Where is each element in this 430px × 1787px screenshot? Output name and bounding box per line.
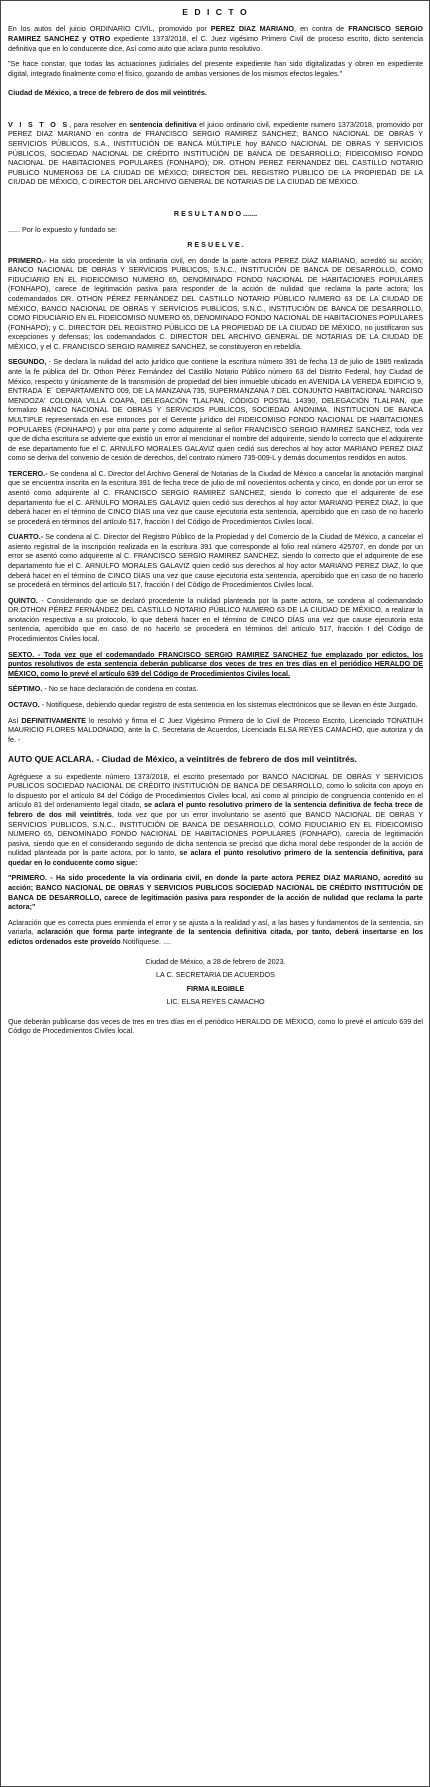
resolutivo-septimo [8,684,423,694]
septimo-label: SÉPTIMO. [8,684,43,694]
definitivo-text-2: lo resolvió y firma el C Juez Vigésimo Primero de lo Civil de Proceso Escrito, Licenciado TONATIUH MAURICIO FLORES MALDONADO, ante la C. Secretaria de Acuerdos, Licenciada ELSA REYES CAMACHO, que autoriza y da fe. - [8,715,424,744]
vistos-paragraph [8,120,423,187]
aclaracion-text-2: Notifíquese. .... [120,936,171,946]
resuelve-heading: R E S U E L V E . [187,240,244,250]
resolutivo-primero [8,256,423,352]
auto-bold-1: se aclara el punto resolutivo primero de la sentencia definitiva de fecha trece de febrero de dos mil veintitrés [8,800,423,819]
auto-text-2: , toda vez que por un error involuntario se asentó que BANCO NACIONAL DE OBRAS Y SERVICIOS PUBLICOS, S.N.C., INSTITUCIÓN DE BANCA DE DESARROLLO, COMO FIDUCIARIO EN EL FIDEICOMISO NUMERO 65, DENOMINADO FONDO NACIONAL DE HABITACIONES POPULARES (FONHAPO), carecía de legitimación pasiva, siendo que en el considerando segundo de dicha sentencia se precisó que dicha moral debe responder de la acción de nulidad planteada por la parte actora, por lo tanto, [8,810,423,858]
auto-body [8,772,423,868]
quinto-label: QUINTO. [8,595,38,605]
aclaracion-bold: aclaración que forma parte integrante de la sentencia definitiva citada, por tanto, deberá insertarse en los edictos ordenados este proveído [8,927,423,946]
intro-paragraph [8,24,423,53]
auto-text-1: Agréguese a su expediente número 1373/2018, el escrito presentado por BANCO NACIONAL DE OBRAS Y SERVICIOS PUBLICOS SOCIEDAD NACIONAL DE CRÉDITO INSTITUCIÓN DE BANCA DE DESARROLLO, como lo solicita con apoyo en lo dispuesto por el artículo 84 del Código de Procedimientos Civiles local, así como al principio de congruencia contenido en el artículo 81 del ordenamiento legal citado, [8,771,423,810]
document-title: E D I C T O [182,7,249,17]
tercero-text: Se condena al C. Director del Archivo General de Notarias de la Ciudad de México a cancelar la anotación marginal que se encuentra inscrita en la escritura 391 de fecha trece de julio de mil novecientos ochenta y cinco, en donde por un error se asentó como adquirente al C. FRANCISCO SERGIO RAMIREZ SANCHEZ, siendo lo correcto que el adquirente de ese departamento fue el C. ARNULFO MORALES GALAVIZ quien cedió sus derechos al hoy actor MARIANO PEREZ DIAZ, lo que deberá hacer en el término de CINCO DIAS una vez que cause ejecutoria esta sentencia, apercibido que en caso de no hacerlo se procederá en términos del artículo 517, fracción I del Código de Procedimientos Civiles local. [8,468,423,526]
definitivo-text-1: Así [8,715,19,725]
resolutivo-sexto [8,650,423,679]
octavo-label: OCTAVO. [8,699,40,709]
quinto-text: - Considerando que se declaró procedente la nulidad planteada por la parte actora, se condena al codemandado DR.OTHON PÉREZ FERNÁNDEZ DEL CASTILLO NOTARIO PÚBLICO NUMERO 63 DE LA CIUDAD DE MÉXICO, a realizar la anotación respectiva a su protocolo, lo que deberá hacer en el término de CINCO DÍAS una vez que cause ejecutoria esta sentencia, apercibido que en caso de no hacerlo se procederá en términos del artículo 517, fracción I del Código de Procedimientos Civiles local. [8,595,423,644]
resolutivo-octavo [8,700,423,710]
secretaria-label: LA C. SECRETARIA DE ACUERDOS [156,970,275,980]
octavo-text: - Notifíquese, debiendo quedar registro de esta sentencia en los sistemas electrónicos que se llevan en éste Juzgado. [39,699,418,709]
segundo-label: SEGUNDO, [8,357,47,367]
intro-defendant: FRANCISCO SERGIO RAMIREZ SANCHEZ y OTRO [8,24,423,43]
signature-block [8,957,423,1007]
resultando-heading: R E S U L T A N D O ....... [173,208,258,218]
definitivo-paragraph [8,716,423,745]
fundado-line: ...... Por lo expuesto y fundado se: [8,224,118,234]
cuarto-text: Se condena al C. Director del Registro Público de la Propiedad y del Comercio de la Ciudad de México, a cancelar el asiento registral de la inscripción realizada en la escritura 391 que corresponde al folio real número 425707, en donde por un error se asentó como adquirente al C. FRANCISCO SERGIO RAMIREZ SANCHEZ, siendo lo correcto que el adquirente de ese departamento fue el C. ARNULFO MORALES GALAVIZ quien cedió sus derechos al hoy actor MARIANO PEREZ DIAZ, lo que deberá hacer en el término de CINCO DIAS una vez que cause ejecutoria esta sentencia, apercibido que en caso de no hacerlo se procederá en términos del artículo 517, fracción I del Código de Procedimientos Civiles local. [8,532,423,590]
resolutivo-tercero [8,469,423,526]
vistos-bold: sentencia definitiva [129,119,197,129]
primero-text: Ha sido procedente la vía ordinaria civil, en donde la parte actora PEREZ DIAZ MARIANO, acreditó su acción; BANCO NACIONAL DE OBRAS Y SERVICIOS PUBLICOS, S.N.C., INSTITUCIÓN DE BANCA DE DESARROLLO, COMO FIDUCIARIO EN EL FIDEICOMISO NUMERO 65, DENOMINADO FONDO NACIONAL DE HABITACIONES POPULARES (FONHAPO), carece de legitimación pasiva para responder de la acción de nulidad que reclama la parte actora; los codemandados DR. OTHON PÉREZ FERNÁNDEZ DEL CASTILLO NOTARIO PÚBLICO NUMERO 63 DE LA CIUDAD DE MÉXICO, BANCO NACIONAL DE OBRAS Y SERVICIOS PUBLICOS, S.N.C., INSTITUCIÓN DE BANCA DE DESARROLLO, COMO FIDUCIARIO EN EL FIDEICOMISO NUMERO 65, DENOMINADO FONDO NACIONAL DE HABITACIONES POPULARES (FONHAPO); y C. DIRECTOR DEL REGISTRO PÚBLICO DE LA PROPIEDAD DE LA CIUDAD DE MÉXICO, no justificaron sus excepciones y defensas; los codemandados C. DIRECTOR DEL ARCHIVO GENERAL DE NOTARIAS DE LA CIUDAD DE MÉXICO, y el C. FRANCISCO SERGIO RAMIREZ SANCHEZ, se constituyeron en rebeldía. [8,255,423,351]
intro-actor: PEREZ DIAZ MARIANO [210,24,294,34]
footer-note: Que deberán publicarse dos veces de tres en tres días en el periódico HERALDO DE MÉXICO, como lo prevé el artículo 639 del Código de Procedimientos Civiles local. [8,1016,423,1036]
secretaria-name: LIC. ELSA REYES CAMACHO [166,997,265,1007]
resolutivo-cuarto [8,532,423,589]
firma-label: FIRMA ILEGIBLE [186,983,245,993]
auto-bold-2: se aclara el punto resolutivo primero de la sentencia definitiva, para quedar en lo conducente como sigue: [8,848,423,867]
place-date: Ciudad de México, a trece de febrero de dos mil veintitrés. [8,88,207,98]
vistos-text-2: el juicio ordinario civil, expediente numero 1373/2018, promovido por PEREZ DIAZ MARIANO en contra de FRANCISCO SERGIO RAMIREZ SANCHEZ; BANCO NACIONAL DE OBRAS Y SERVICIOS PÚBLICOS, S.A., INSTITUCIÓN DE BANCA MÚLTIPLE hoy BANCO NACIONAL DE OBRAS Y SERVICIOS PÚBLICOS, SOCIEDAD NACIONAL DE CRÉDITO INSTITUCIÓN DE BANCA DE DESARROLLO; FIDEICOMISO FONDO NACIONAL DE HABITACIONES POPULARES (FONHAPO); DR. OTHON PEREZ FERNANDEZ DEL CASTILLO NOTARIO PUBLICO NUMERO63 DE LA CIUDAD DE MÉXICO; DIRECTOR DEL REGISTRO PUBLICO DE LA PROPIEDAD DE LA CIUDAD DE MÉXICO, C DIRECTOR DEL ARCHIVO GENERAL DE NOTARIAS DE LA CIUDAD DE MÉXICO. [8,119,423,187]
intro-text-2: , en contra de [294,24,345,34]
segundo-text: - Se declara la nulidad del acto jurídico que contiene la escritura número 391 de fecha 13 de julio de 1985 realizada ante la fe pública del Dr. Othon Pérez Fernández del Castillo Notario Público número 63 del Distrito Federal, hoy Ciudad de México, respecto y únicamente de la transmisión de propiedad del bien inmueble ubicado en AVENIDA LA VEREDA EDIFICIO 9, ENTRADA ´E´ DEPARTAMENTO 009, DE LA MANZANA 735, SUPERMANZANA 7 DEL CONJUNTO HABITACIONAL 'NARCISO MENDOZA' COLONIA VILLA COAPA, DELEGACIÓN TLALPAN, CÓDIGO POSTAL 14390, DELEGACIÓN TLALPAN, que formalizo BANCO NACIONAL DE OBRAS Y SERVICIOS PUBLICOS, SOCIEDAD ANONIMA, INSTITUCION DE BANCA MULTIPLE representada en ese entonces por el Gerente jurídico del FIDEICOMISO FONDO NACIONAL DE HABITACIONES POPULARES (FONHAPO) y por otra parte y como adquirente al señor FRANCISCO SERGIO RAMIREZ SANCHEZ, toda vez que de dicha escritura se advierte que existió un error al mencionar el nombre del adquirente, siendo lo correcto que el adquirente de ese departamento fue el C. ARNULFO MORALES GALAVIZ quien cedió sus derechos al hoy actor MARIANO PEREZ DIAZ como se deriva del convenio de cesión de derechos, del contrato número 735-009-L y demás documentos rendidos en autos. [8,357,423,463]
sexto-label: SEXTO. [8,649,35,659]
vistos-text-1: , para resolver en [69,119,127,129]
definitivo-bold: DEFINITIVAMENTE [21,715,86,725]
primero-label: PRIMERO.- [8,255,46,265]
auto-title: AUTO QUE ACLARA. - Ciudad de México, a veintitrés de febrero de dos mil veintitrés. [8,754,358,765]
septimo-text: - No se hace declaración de condena en costas. [42,684,199,694]
closing-date: Ciudad de México, a 28 de febrero de 2023. [145,956,286,966]
intro-text-3: expediente 1373/2018, el C. Juez vigésimo Primero Civil de proceso escrito, dicto sentencia definitiva que en lo conducente dice, Así como auto que aclara punto resolutivo. [8,34,423,53]
vistos-label: V I S T O S [8,119,70,129]
cuarto-label: CUARTO.- [8,532,44,542]
sexto-text: - Toda vez que el codemandado FRANCISCO SERGIO RAMIREZ SANCHEZ fue emplazado por edictos, los puntos resolutivos de esta sentencia deberán publicarse dos veces de tres en tres días en el periódico HERALDO DE MÉXICO, como lo prevé el artículo 639 del Código de Procedimientos Civiles local. [8,649,423,678]
tercero-label: TERCERO.- [8,468,48,478]
aclaracion-text-1: Aclaración que es correcta pues enmienda el error y se ajusta a la realidad y así, a las bases y fundamentos de la sentencia, sin variarla, [8,917,423,937]
resolutivo-segundo [8,357,423,462]
digital-note: "Se hace constar, que todas las actuaciones judiciales del presente expediente han sido digitalizadas y obren en expediente digital, integrado finalmente como el físico, gozando de ambas versiones de los mismos efectos legales." [8,59,423,78]
intro-text: En los autos del juicio ORDINARIO CIVIL, promovido por [8,24,207,34]
resolutivo-quinto [8,596,423,644]
quoted-resolutivo: "PRIMERO. - Ha sido procedente la vía ordinaria civil, en donde la parte actora PEREZ DIAZ MARIANO, acreditó su acción; BANCO NACIONAL DE OBRAS Y SERVICIOS PUBLICOS SOCIEDAD NACIONAL DE CRÉDITO INSTITUCIÓN DE BANCA DE DESARROLLO, carece de legitimación pasiva para responder de la acción de nulidad que reclama la parte actora;" [8,873,423,912]
aclaracion-paragraph [8,918,423,947]
